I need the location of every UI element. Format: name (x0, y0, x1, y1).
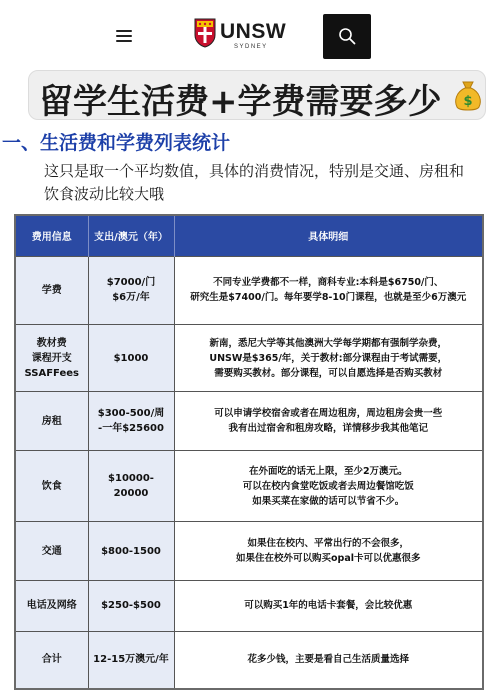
amount-cell: $300-500/周 -一年$25600 (88, 392, 174, 451)
top-bar (0, 0, 500, 66)
svg-text:$: $ (463, 94, 473, 109)
hamburger-icon[interactable] (116, 30, 132, 42)
table-row (16, 522, 482, 581)
logo-subtext: SYDNEY (234, 44, 268, 50)
item-cell: 电话及网络 (16, 580, 88, 631)
table-row (16, 256, 482, 325)
detail-cell: 不同专业学费都不一样，商科专业:本科是$6750/门、 研究生是$7400/门。每年要学8-10门课程，也就是至少6万澳元 (174, 256, 482, 325)
item-cell: 房租 (16, 392, 88, 451)
detail-cell: 如果住在校内、平常出行的不会很多， 如果住在校外可以购买opal卡可以优惠很多 (174, 522, 482, 581)
column-header-amount: 支出/澳元（年） (88, 216, 174, 256)
amount-cell: 12-15万澳元/年 (88, 631, 174, 688)
logo-text: UNSW (220, 20, 287, 43)
search-button[interactable] (323, 14, 371, 59)
detail-cell: 可以申请学校宿舍或者在周边租房，周边租房会贵一些 我有出过宿舍和租房攻略，详情移步我其他笔记 (174, 392, 482, 451)
amount-cell: $800-1500 (88, 522, 174, 581)
search-icon (338, 27, 356, 45)
crest-icon (194, 18, 216, 48)
cost-table (14, 214, 484, 690)
table-row (16, 451, 482, 522)
table-row (16, 580, 482, 631)
table-row (16, 631, 482, 688)
item-cell: 学费 (16, 256, 88, 325)
table-row (16, 392, 482, 451)
item-cell: 合计 (16, 631, 88, 688)
amount-cell: $1000 (88, 325, 174, 392)
column-header-item: 费用信息 (16, 216, 88, 256)
detail-cell: 可以购买1年的电话卡套餐，会比较优惠 (174, 580, 482, 631)
detail-cell: 花多少钱，主要是看自己生活质量选择 (174, 631, 482, 688)
item-cell: 饮食 (16, 451, 88, 522)
item-cell: 交通 (16, 522, 88, 581)
amount-cell: $250-$500 (88, 580, 174, 631)
moneybag-icon (453, 79, 483, 113)
page-title: 留学生活费+学费需要多少 (39, 82, 442, 122)
title-banner (28, 70, 486, 120)
table-header-row (16, 216, 482, 256)
unsw-logo[interactable] (194, 18, 287, 54)
section-title: 一、生活费和学费列表统计 (2, 132, 231, 154)
amount-cell: $10000-20000 (88, 451, 174, 522)
cost-table-grid (16, 216, 482, 688)
amount-cell: $7000/门 $6万/年 (88, 256, 174, 325)
detail-cell: 新南，悉尼大学等其他澳洲大学每学期都有强制学杂费， UNSW是$365/年，关于教材:部分课程由于考试需要， 需要购买教材。部分课程，可以自愿选择是否购买教材 (174, 325, 482, 392)
detail-cell: 在外面吃的话无上限，至少2万澳元。 可以在校内食堂吃饭或者去周边餐馆吃饭 如果买菜在家做的话可以节省不少。 (174, 451, 482, 522)
column-header-detail: 具体明细 (174, 216, 482, 256)
item-cell: 教材费 课程开支 SSAFFees (16, 325, 88, 392)
intro-text: 这只是取一个平均数值，具体的消费情况，特别是交通、房租和饮食波动比较大哦 (44, 162, 465, 203)
table-row (16, 325, 482, 392)
